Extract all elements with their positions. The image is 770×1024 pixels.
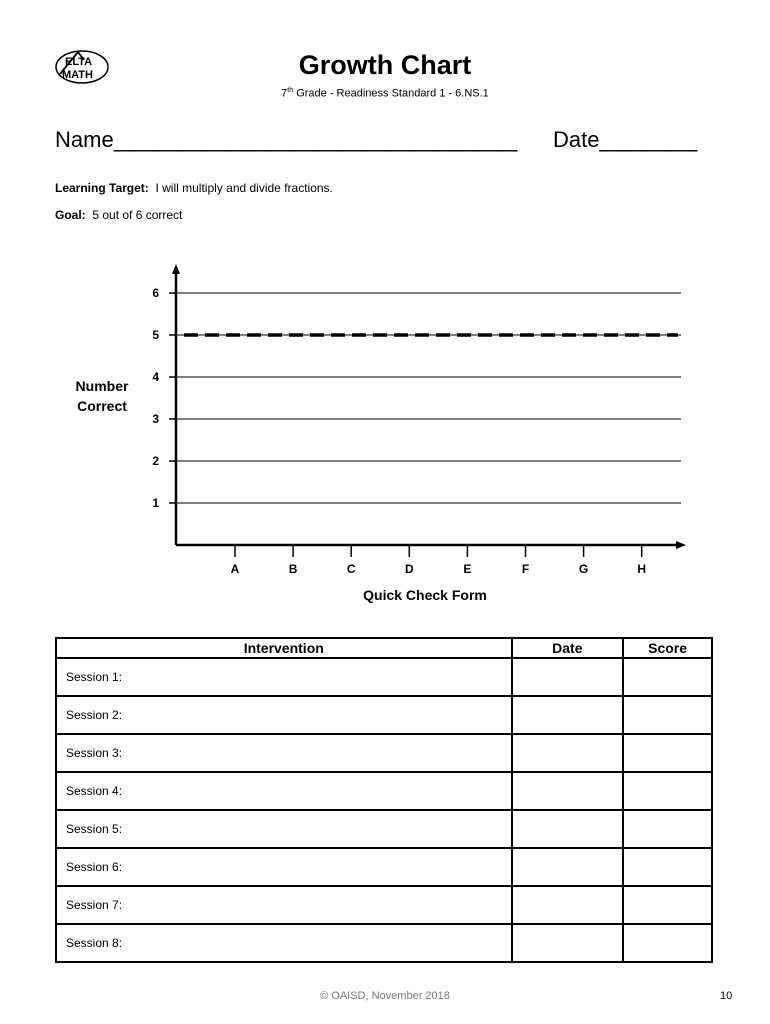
goal-text: Goal: 5 out of 6 correct xyxy=(55,208,183,222)
session-date-cell[interactable] xyxy=(512,924,624,962)
y-tick-label: 1 xyxy=(152,496,159,510)
svg-text:ELTA: ELTA xyxy=(65,56,93,68)
session-label[interactable]: Session 6: xyxy=(56,848,512,886)
session-label[interactable]: Session 5: xyxy=(56,810,512,848)
x-axis-arrow xyxy=(676,541,686,549)
copyright: © OAISD, November 2018 xyxy=(320,990,450,1002)
session-date-cell[interactable] xyxy=(512,658,624,696)
page-subtitle: 7th Grade - Readiness Standard 1 - 6.NS.1 xyxy=(281,87,489,100)
y-tick-label: 3 xyxy=(152,412,159,426)
table-row xyxy=(56,658,712,696)
y-tick-label: 4 xyxy=(152,370,159,384)
session-label[interactable]: Session 8: xyxy=(56,924,512,962)
session-score-cell[interactable] xyxy=(623,848,712,886)
y-axis-label: Number Correct xyxy=(75,378,129,414)
date-header: Date xyxy=(512,638,624,658)
x-tick-label: G xyxy=(578,562,589,576)
session-score-cell[interactable] xyxy=(623,886,712,924)
table-row xyxy=(56,696,712,734)
table-row xyxy=(56,848,712,886)
y-tick-label: 5 xyxy=(152,328,159,342)
y-axis-arrow xyxy=(172,264,180,274)
x-tick-label: D xyxy=(404,562,414,576)
session-label[interactable]: Session 4: xyxy=(56,772,512,810)
session-date-cell[interactable] xyxy=(512,734,624,772)
session-score-cell[interactable] xyxy=(623,924,712,962)
x-tick-label: B xyxy=(288,562,298,576)
session-score-cell[interactable] xyxy=(623,658,712,696)
session-score-cell[interactable] xyxy=(623,734,712,772)
table-row xyxy=(56,886,712,924)
page-title: Growth Chart xyxy=(298,50,472,80)
date-field[interactable]: Date________ xyxy=(553,127,698,152)
page-number: 10 xyxy=(720,990,733,1002)
table-row xyxy=(56,772,712,810)
session-label[interactable]: Session 7: xyxy=(56,886,512,924)
x-axis-label: Quick Check Form xyxy=(363,587,487,603)
x-tick-label: A xyxy=(230,562,240,576)
session-date-cell[interactable] xyxy=(512,772,624,810)
x-tick-label: E xyxy=(463,562,472,576)
session-date-cell[interactable] xyxy=(512,810,624,848)
y-tick-label: 2 xyxy=(152,454,159,468)
learning-target: Learning Target: I will multiply and divide fractions. xyxy=(55,181,333,195)
x-tick-label: F xyxy=(521,562,530,576)
name-field[interactable]: Name_________________________________ xyxy=(55,127,518,152)
x-tick-label: C xyxy=(346,562,356,576)
table-row xyxy=(56,734,712,772)
session-score-cell[interactable] xyxy=(623,810,712,848)
score-header: Score xyxy=(623,638,712,658)
session-score-cell[interactable] xyxy=(623,696,712,734)
svg-text:MATH: MATH xyxy=(62,69,93,81)
y-tick-label: 6 xyxy=(152,286,159,300)
session-score-cell[interactable] xyxy=(623,772,712,810)
table-row xyxy=(56,924,712,962)
x-tick-label: H xyxy=(637,562,647,576)
session-date-cell[interactable] xyxy=(512,886,624,924)
intervention-table xyxy=(55,637,713,963)
session-date-cell[interactable] xyxy=(512,696,624,734)
intervention-header: Intervention xyxy=(56,638,512,658)
session-label[interactable]: Session 3: xyxy=(56,734,512,772)
table-header-row xyxy=(56,638,712,658)
session-date-cell[interactable] xyxy=(512,848,624,886)
table-row xyxy=(56,810,712,848)
session-label[interactable]: Session 1: xyxy=(56,658,512,696)
session-label[interactable]: Session 2: xyxy=(56,696,512,734)
